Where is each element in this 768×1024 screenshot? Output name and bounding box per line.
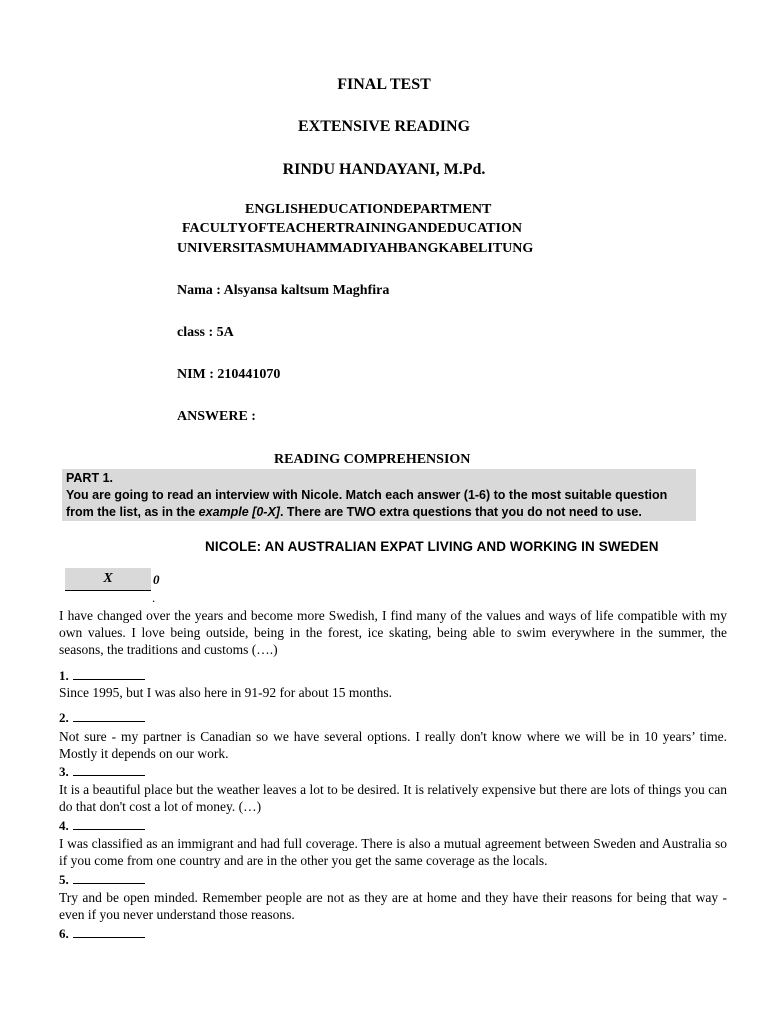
answer-label: ANSWERE :: [177, 409, 256, 424]
question-1-answer: Since 1995, but I was also here in 91-92 for about 15 months.: [59, 685, 392, 700]
student-name: Nama : Alsyansa kaltsum Maghfira: [177, 283, 390, 298]
question-6-number: [59, 926, 145, 942]
question-5-number: [59, 872, 145, 888]
faculty-line: FACULTYOFTEACHERTRAININGANDEDUCATION: [182, 221, 522, 236]
instruction-box: [62, 469, 696, 521]
question-6-blank[interactable]: [73, 927, 145, 938]
student-nim: NIM : 210441070: [177, 367, 281, 382]
university-line: UNIVERSITASMUHAMMADIYAHBANGKABELITUNG: [177, 241, 534, 256]
question-1-number: [59, 668, 145, 684]
question-4-label: 4.: [59, 818, 69, 833]
instruction-text: [66, 487, 692, 521]
question-4-blank[interactable]: [73, 819, 145, 830]
question-2-answer: Not sure - my partner is Canadian so we have several options. I really don't know where we will be in 10 years’ time. Mostly it depends on our work.: [59, 729, 727, 761]
question-5-blank[interactable]: [73, 873, 145, 884]
instruction-text-end: . There are TWO extra questions that you do not need to use.: [279, 505, 642, 519]
question-1-blank[interactable]: [73, 669, 145, 680]
reading-subtitle: NICOLE: AN AUSTRALIAN EXPAT LIVING AND WORKING IN SWEDEN: [205, 539, 659, 554]
course-title: EXTENSIVE READING: [297, 118, 471, 135]
section-title: READING COMPREHENSION: [274, 452, 471, 467]
instruction-example: example [0-X]: [198, 505, 280, 519]
question-4-number: [59, 818, 145, 834]
department-line: ENGLISHEDUCATIONDEPARTMENT: [245, 202, 492, 217]
page-title: FINAL TEST: [337, 76, 431, 93]
question-3-number: [59, 764, 145, 780]
question-3-label: 3.: [59, 764, 69, 779]
question-6-label: 6.: [59, 926, 69, 941]
example-paragraph: I have changed over the years and become more Swedish, I find many of the values and ways of life compatible with my own values. I love being outside, being in the forest, ice skating, being able to swim everywhere in the summer, the seasons, the traditions and customs (….): [59, 608, 727, 657]
example-answer-box: X: [65, 568, 151, 591]
part-label: PART 1.: [66, 471, 113, 485]
question-2-blank[interactable]: [73, 711, 145, 722]
question-3-answer: It is a beautiful place but the weather leaves a lot to be desired. It is relatively expensive but there are lots of things you can do that don't cost a lot of money. (…): [59, 782, 727, 814]
question-2-label: 2.: [59, 710, 69, 725]
question-2-number: [59, 710, 145, 726]
question-5-answer: Try and be open minded. Remember people are not as they are at home and they have their reasons for being that way - even if you never understand those reasons.: [59, 890, 727, 922]
lecturer-name: RINDU HANDAYANI, M.Pd.: [282, 161, 486, 178]
instruction-text-start: You are going to read an interview with Nicole. Match each answer (1-6) to the most suitable question from the list, as in the: [66, 488, 668, 519]
example-dot: .: [152, 590, 156, 605]
question-5-label: 5.: [59, 872, 69, 887]
question-4-answer: I was classified as an immigrant and had full coverage. There is also a mutual agreement between Sweden and Australia so if you come from one country and are in the other you get the same coverage as the locals.: [59, 836, 727, 868]
question-1-label: 1.: [59, 668, 69, 683]
example-number: 0: [153, 572, 160, 587]
question-3-blank[interactable]: [73, 765, 145, 776]
student-class: class : 5A: [177, 325, 234, 340]
